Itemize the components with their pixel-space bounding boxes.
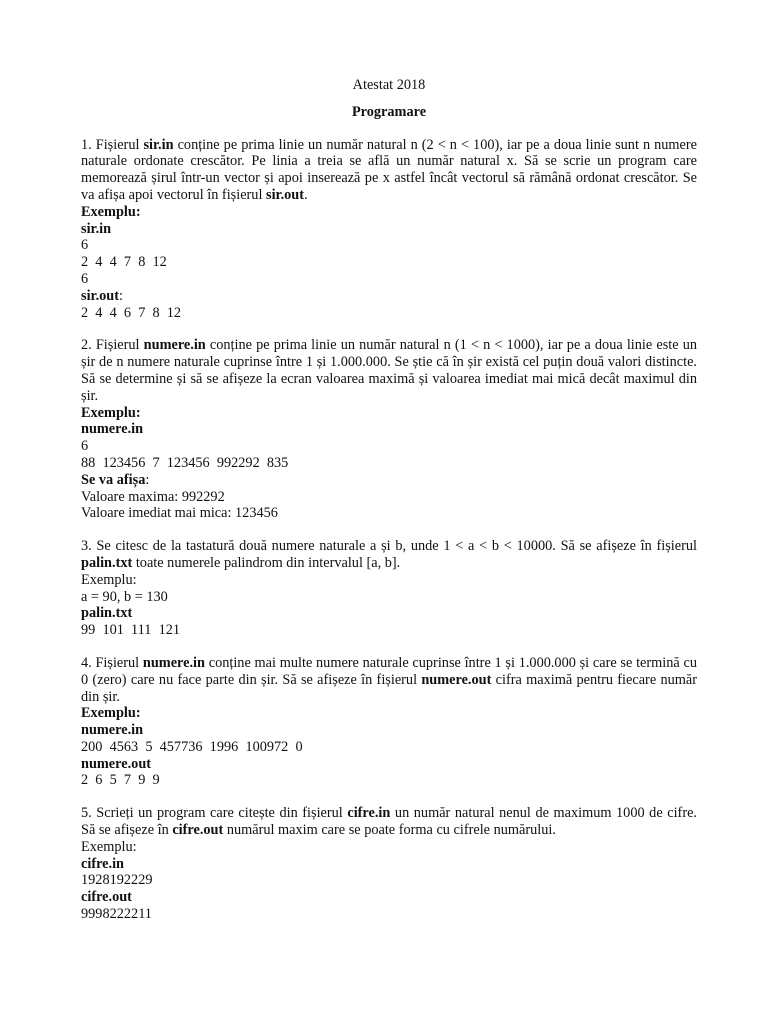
- example-line: 6: [81, 237, 89, 254]
- problem-1: [81, 137, 697, 322]
- problem-statement: 3. Se citesc de la tastatură două numere naturale a și b, unde 1 < a < b < 10000. Să se afișeze în fișierul palin.txt toate numerele palindrom din intervalul [a, b].: [81, 538, 697, 571]
- example-filename: sir.in: [81, 220, 112, 237]
- filename: cifre.out: [172, 822, 224, 839]
- example-line: 99 101 111 121: [81, 622, 181, 639]
- problem-statement: 1. Fișierul sir.in conține pe prima linie un număr natural n (2 < n < 100), iar pe a doua linie sunt n numere naturale ordonate crescător. Pe linia a treia se află un număr natural x. Să se scrie un program care memorează șirul într-un vector și apoi inserează pe x astfel încât vectorul să rămână ordonat crescător. Se va afișa apoi vectorul în fișierul sir.out.: [81, 136, 697, 203]
- example-label: Exemplu:: [81, 705, 141, 722]
- problem-statement: 4. Fișierul numere.in conține mai multe numere naturale cuprinse între 1 și 1.000.000 și care se termină cu 0 (zero) care nu face parte din șir. Să se afișeze în fișierul numere.out cifra maximă pentru fiecare număr din șir.: [81, 654, 697, 705]
- filename: numere.in: [143, 337, 206, 354]
- example-line: 200 4563 5 457736 1996 100972 0: [81, 738, 303, 755]
- example-label: Exemplu:: [81, 203, 141, 220]
- problem-3: [81, 538, 697, 639]
- problem-4: [81, 655, 697, 789]
- problem-statement: 2. Fișierul numere.in conține pe prima linie un număr natural n (1 < n < 1000), iar pe a doua linie este un șir de n numere naturale cuprinse între 1 și 1.000.000. Se știe că în șir există cel puțin două valori distincte. Să se determine și să se afișeze la ecran valoarea maximă și valoarea imediat mai mică decât maximul din șir.: [81, 337, 697, 404]
- example-line: Valoare maxima: 992292: [81, 488, 225, 505]
- example-line: 2 6 5 7 9 9: [81, 772, 160, 789]
- example-line: 6: [81, 270, 89, 287]
- output-label-line: Se va afișa:: [81, 471, 150, 488]
- example-line: 2 4 4 6 7 8 12: [81, 304, 182, 321]
- filename: palin.txt: [81, 554, 133, 571]
- example-filename: cifre.out: [81, 889, 132, 906]
- example-line: 2 4 4 7 8 12: [81, 254, 167, 271]
- example-line: 88 123456 7 123456 992292 835: [81, 454, 289, 471]
- filename: numere.in: [142, 654, 205, 671]
- document-title: Atestat 2018: [352, 77, 426, 93]
- example-filename: palin.txt: [81, 605, 133, 622]
- problem-5: [81, 805, 697, 923]
- filename: sir.in: [143, 136, 174, 153]
- problem-2: [81, 337, 697, 522]
- example-label: Exemplu:: [81, 571, 137, 588]
- example-label: Exemplu:: [81, 404, 141, 421]
- problem-statement: 5. Scrieți un program care citește din fișierul cifre.in un număr natural nenul de maximum 1000 de cifre. Să se afișeze în cifre.out numărul maxim care se poate forma cu cifrele numărului.: [81, 805, 697, 839]
- example-line: 6: [81, 438, 89, 455]
- example-filename: numere.in: [81, 421, 144, 438]
- filename: sir.out: [266, 186, 305, 203]
- example-line: a = 90, b = 130: [81, 588, 168, 605]
- example-filename: numere.in: [81, 722, 144, 739]
- filename: numere.out: [421, 671, 492, 688]
- document-content: [81, 77, 697, 923]
- example-line: 1928192229: [81, 872, 153, 889]
- example-label: Exemplu:: [81, 838, 137, 855]
- filename: cifre.in: [347, 805, 391, 822]
- example-filename-line: sir.out:: [81, 287, 123, 304]
- example-filename: cifre.in: [81, 855, 125, 872]
- example-line: 9998222211: [81, 906, 152, 923]
- example-filename: numere.out: [81, 755, 152, 772]
- document-heading: Programare: [351, 103, 427, 120]
- example-line: Valoare imediat mai mica: 123456: [81, 505, 278, 522]
